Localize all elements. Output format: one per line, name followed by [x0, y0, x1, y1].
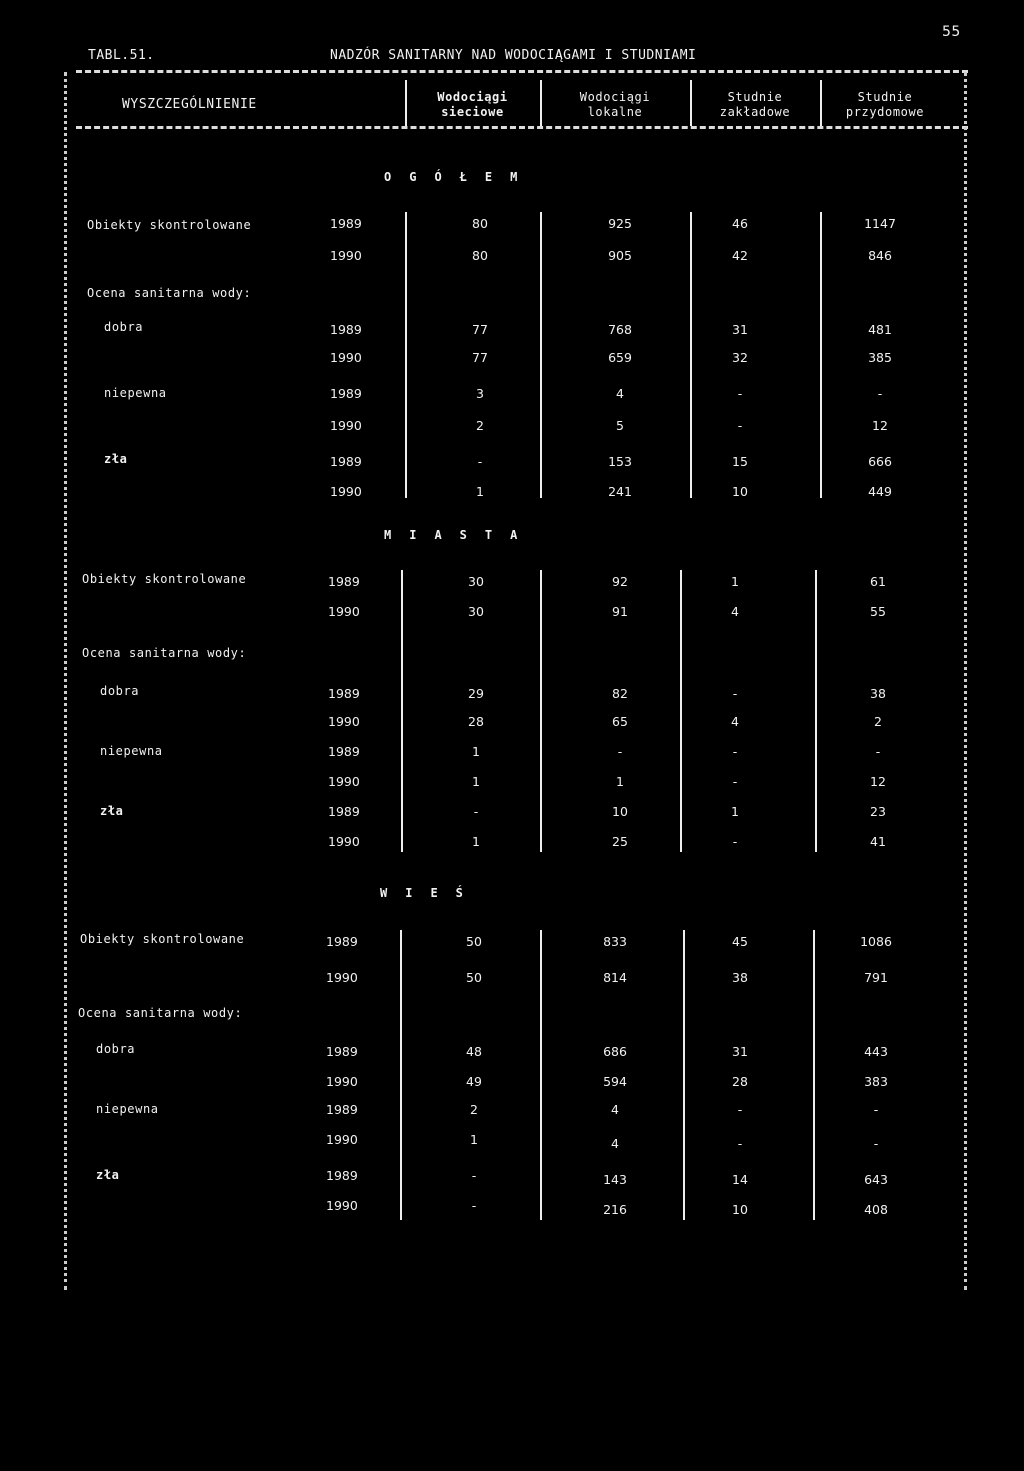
col-divider-1c [400, 930, 402, 1220]
value-cell: 2 [874, 714, 882, 729]
value-cell: 1147 [864, 216, 896, 231]
year-cell: 1990 [328, 834, 360, 849]
value-cell: - [877, 386, 883, 401]
col-divider-3b [680, 570, 682, 852]
year-cell: 1990 [330, 350, 362, 365]
value-cell: 791 [864, 970, 888, 985]
row-label-assessment: Ocena sanitarna wody: [82, 646, 247, 660]
value-cell: 905 [608, 248, 632, 263]
column-header-wodociagi-lokalne-2: lokalne [587, 105, 643, 119]
value-cell: 23 [870, 804, 886, 819]
row-label-assessment: Ocena sanitarna wody: [87, 286, 252, 300]
left-border [64, 72, 67, 1290]
year-cell: 1989 [330, 216, 362, 231]
value-cell: 31 [732, 322, 748, 337]
value-cell: - [737, 418, 743, 433]
col-divider-2c [540, 930, 542, 1220]
value-cell: 216 [603, 1202, 627, 1217]
value-cell: 385 [868, 350, 892, 365]
year-cell: 1990 [328, 604, 360, 619]
row-label-bad: zła [104, 452, 128, 466]
row-label-bad: zła [100, 804, 124, 818]
value-cell: - [732, 834, 738, 849]
value-cell: 80 [472, 248, 488, 263]
column-header-studnie-przydomowe-1: Studnie [857, 90, 913, 104]
value-cell: 686 [603, 1044, 627, 1059]
value-cell: 4 [611, 1102, 619, 1117]
row-label-uncertain: niepewna [104, 386, 167, 400]
col-divider-4c [813, 930, 815, 1220]
year-cell: 1989 [328, 804, 360, 819]
value-cell: 30 [468, 604, 484, 619]
value-cell: 50 [466, 934, 482, 949]
value-cell: 14 [732, 1172, 748, 1187]
value-cell: 1 [472, 834, 480, 849]
value-cell: 61 [870, 574, 886, 589]
value-cell: 153 [608, 454, 632, 469]
column-header-wodociagi-sieciowe-1: Wodociągi [437, 90, 508, 104]
value-cell: 481 [868, 322, 892, 337]
value-cell: 92 [612, 574, 628, 589]
value-cell: 48 [466, 1044, 482, 1059]
value-cell: 1 [616, 774, 624, 789]
column-header-studnie-zakladowe-2: zakładowe [719, 105, 791, 119]
column-header-wodociagi-sieciowe-2: sieciowe [441, 105, 504, 119]
row-label-uncertain: niepewna [100, 744, 163, 758]
value-cell: 449 [868, 484, 892, 499]
value-cell: 32 [732, 350, 748, 365]
year-cell: 1989 [330, 386, 362, 401]
year-cell: 1990 [326, 970, 358, 985]
value-cell: - [737, 386, 743, 401]
value-cell: - [873, 1102, 879, 1117]
value-cell: 55 [870, 604, 886, 619]
year-cell: 1989 [330, 454, 362, 469]
value-cell: 29 [468, 686, 484, 701]
year-cell: 1989 [328, 686, 360, 701]
header-bottom-rule [76, 126, 968, 129]
row-label-uncertain: niepewna [96, 1102, 159, 1116]
value-cell: 4 [616, 386, 624, 401]
value-cell: 4 [611, 1136, 619, 1151]
year-cell: 1990 [326, 1198, 358, 1213]
row-label-controlled: Obiekty skontrolowane [82, 572, 247, 586]
value-cell: 846 [868, 248, 892, 263]
col-divider-4a [820, 212, 822, 498]
header-divider-2 [540, 80, 542, 126]
value-cell: 383 [864, 1074, 888, 1089]
year-cell: 1989 [330, 322, 362, 337]
value-cell: 30 [468, 574, 484, 589]
value-cell: 768 [608, 322, 632, 337]
row-label-controlled: Obiekty skontrolowane [80, 932, 245, 946]
value-cell: - [732, 744, 738, 759]
col-divider-2b [540, 570, 542, 852]
year-cell: 1990 [330, 248, 362, 263]
row-label-controlled: Obiekty skontrolowane [87, 218, 252, 232]
row-label-good: dobra [96, 1042, 136, 1056]
value-cell: 1 [470, 1132, 478, 1147]
col-divider-3c [683, 930, 685, 1220]
value-cell: 3 [476, 386, 484, 401]
value-cell: 1 [731, 804, 739, 819]
value-cell: 408 [864, 1202, 888, 1217]
table-title: NADZÓR SANITARNY NAD WODOCIĄGAMI I STUDNIAMI [330, 48, 697, 63]
year-cell: 1989 [328, 744, 360, 759]
value-cell: 38 [870, 686, 886, 701]
value-cell: 12 [870, 774, 886, 789]
year-cell: 1989 [326, 1168, 358, 1183]
value-cell: 643 [864, 1172, 888, 1187]
value-cell: - [875, 744, 881, 759]
value-cell: 1 [472, 744, 480, 759]
value-cell: 25 [612, 834, 628, 849]
table-label: TABL.51. [88, 48, 155, 63]
value-cell: 82 [612, 686, 628, 701]
year-cell: 1990 [330, 484, 362, 499]
header-divider-3 [690, 80, 692, 126]
value-cell: - [737, 1136, 743, 1151]
value-cell: 65 [612, 714, 628, 729]
value-cell: 80 [472, 216, 488, 231]
value-cell: 31 [732, 1044, 748, 1059]
value-cell: 77 [472, 350, 488, 365]
row-label-good: dobra [100, 684, 140, 698]
value-cell: - [617, 744, 623, 759]
value-cell: 814 [603, 970, 627, 985]
value-cell: 1 [472, 774, 480, 789]
value-cell: 38 [732, 970, 748, 985]
value-cell: 10 [612, 804, 628, 819]
value-cell: 10 [732, 1202, 748, 1217]
value-cell: 50 [466, 970, 482, 985]
value-cell: 4 [731, 604, 739, 619]
value-cell: 143 [603, 1172, 627, 1187]
column-header-studnie-zakladowe-1: Studnie [727, 90, 783, 104]
value-cell: - [471, 1198, 477, 1213]
section-title-miasta: MIASTA [384, 528, 536, 542]
value-cell: 443 [864, 1044, 888, 1059]
page-number: 55 [942, 24, 961, 40]
value-cell: 833 [603, 934, 627, 949]
value-cell: - [477, 454, 483, 469]
year-cell: 1990 [330, 418, 362, 433]
col-divider-4b [815, 570, 817, 852]
value-cell: 12 [872, 418, 888, 433]
row-label-assessment: Ocena sanitarna wody: [78, 1006, 243, 1020]
value-cell: 46 [732, 216, 748, 231]
year-cell: 1989 [326, 1102, 358, 1117]
value-cell: - [873, 1136, 879, 1151]
year-cell: 1990 [326, 1074, 358, 1089]
value-cell: 28 [468, 714, 484, 729]
value-cell: 2 [476, 418, 484, 433]
value-cell: 42 [732, 248, 748, 263]
row-label-bad: zła [96, 1168, 120, 1182]
right-border [964, 72, 967, 1290]
header-top-rule [76, 70, 968, 73]
value-cell: 5 [616, 418, 624, 433]
value-cell: 4 [731, 714, 739, 729]
value-cell: - [737, 1102, 743, 1117]
col-divider-1a [405, 212, 407, 498]
col-divider-2a [540, 212, 542, 498]
column-header-studnie-przydomowe-2: przydomowe [845, 105, 925, 119]
year-cell: 1989 [326, 1044, 358, 1059]
value-cell: 925 [608, 216, 632, 231]
year-cell: 1989 [326, 934, 358, 949]
value-cell: 659 [608, 350, 632, 365]
column-header-wodociagi-lokalne-1: Wodociągi [579, 90, 651, 104]
col-divider-3a [690, 212, 692, 498]
header-divider-1 [405, 80, 407, 126]
year-cell: 1990 [326, 1132, 358, 1147]
row-label-good: dobra [104, 320, 144, 334]
value-cell: 241 [608, 484, 632, 499]
value-cell: 666 [868, 454, 892, 469]
value-cell: 41 [870, 834, 886, 849]
value-cell: 77 [472, 322, 488, 337]
value-cell: - [732, 686, 738, 701]
value-cell: 15 [732, 454, 748, 469]
value-cell: - [732, 774, 738, 789]
section-title-ogolem: OGÓŁEM [384, 170, 536, 184]
value-cell: 2 [470, 1102, 478, 1117]
section-title-wies: WIEŚ [380, 886, 481, 900]
value-cell: - [471, 1168, 477, 1183]
value-cell: 10 [732, 484, 748, 499]
value-cell: 28 [732, 1074, 748, 1089]
value-cell: 45 [732, 934, 748, 949]
value-cell: 1086 [860, 934, 892, 949]
year-cell: 1990 [328, 774, 360, 789]
value-cell: 594 [603, 1074, 627, 1089]
col-divider-1b [401, 570, 403, 852]
column-header-stub: WYSZCZEGÓLNIENIE [122, 97, 257, 112]
header-divider-4 [820, 80, 822, 126]
value-cell: 49 [466, 1074, 482, 1089]
value-cell: - [473, 804, 479, 819]
year-cell: 1989 [328, 574, 360, 589]
year-cell: 1990 [328, 714, 360, 729]
value-cell: 1 [476, 484, 484, 499]
value-cell: 1 [731, 574, 739, 589]
value-cell: 91 [612, 604, 628, 619]
